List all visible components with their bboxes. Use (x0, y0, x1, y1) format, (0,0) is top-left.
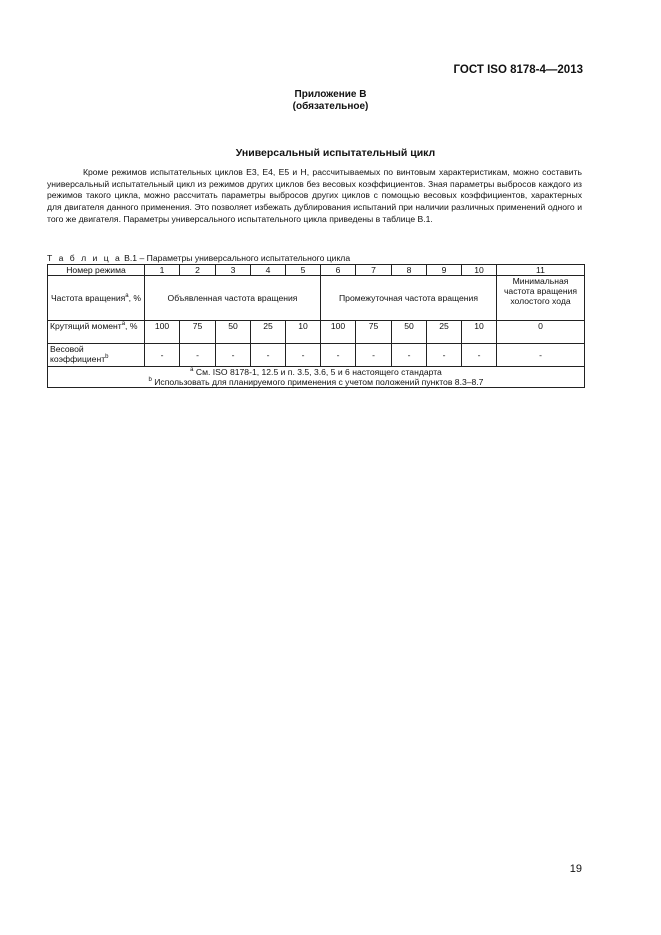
torque-cell: 75 (180, 321, 216, 344)
table-caption (47, 253, 350, 263)
weight-cell: - (356, 344, 392, 367)
table-row (48, 276, 585, 321)
torque-cell: 50 (216, 321, 251, 344)
torque-label-cell (48, 321, 145, 344)
speed-idle-cell: Минимальная частота вращения холостого хода (497, 276, 585, 321)
weight-cell: - (180, 344, 216, 367)
section-title: Универсальный испытательный цикл (235, 147, 436, 159)
mode-cell: 8 (392, 265, 427, 276)
footnote-b (50, 377, 582, 387)
mode-cell: 10 (462, 265, 497, 276)
weight-cell: - (427, 344, 462, 367)
weight-cell: - (497, 344, 585, 367)
appendix-title: Приложение B (294, 89, 367, 100)
torque-label: Крутящий момент (50, 321, 122, 331)
table-notes (48, 367, 585, 388)
appendix-heading (0, 89, 661, 113)
footnote-mark: b (148, 377, 152, 384)
footnote-a (50, 367, 582, 377)
torque-cell: 100 (321, 321, 356, 344)
table-row (48, 265, 585, 276)
footnote-mark: a (125, 293, 129, 300)
weight-cell: - (145, 344, 180, 367)
weight-cell: - (462, 344, 497, 367)
speed-label: Частота вращения (50, 293, 126, 303)
table-row (48, 344, 585, 367)
mode-cell: 11 (497, 265, 585, 276)
speed-intermediate-cell: Промежуточная частота вращения (321, 276, 497, 321)
weight-cell: - (286, 344, 321, 367)
footnote-mark: a (121, 321, 126, 328)
footnote-mark: a (190, 367, 194, 374)
weight-cell: - (321, 344, 356, 367)
mode-cell: 9 (427, 265, 462, 276)
mode-header-cell: Номер режима (48, 265, 145, 276)
table-caption-prefix: Т а б л и ц а (47, 253, 122, 263)
weight-label-cell (48, 344, 145, 367)
torque-cell: 25 (251, 321, 286, 344)
speed-unit: , % (128, 293, 142, 303)
torque-unit: , % (125, 321, 138, 331)
speed-rated-cell: Объявленная частота вращения (145, 276, 321, 321)
torque-cell: 50 (392, 321, 427, 344)
footnote-mark: b (105, 354, 109, 361)
mode-cell: 3 (216, 265, 251, 276)
document-code: ГОСТ ISO 8178-4—2013 (453, 64, 583, 76)
table-caption-text: B.1 – Параметры универсального испытательного цикла (121, 253, 351, 263)
footnote-a-text: См. ISO 8178-1, 12.5 и п. 3.5, 3.6, 5 и 6 настоящего стандарта (193, 367, 442, 377)
torque-cell: 10 (286, 321, 321, 344)
torque-cell: 25 (427, 321, 462, 344)
weight-cell: - (392, 344, 427, 367)
torque-cell: 75 (356, 321, 392, 344)
weight-cell: - (216, 344, 251, 367)
mode-cell: 1 (145, 265, 180, 276)
body-paragraph: Кроме режимов испытательных циклов E3, E4, E5 и H, рассчитываемых по винтовым характеристикам, можно составить универсальный испытательный цикл из режимов других циклов без весовых коэффициентов. Зная параметры выбросов каждого из режимов такого цикла, можно рассчитать параметры выбросов других циклов с помощью весовых коэффициентов, характерных для двигателя данного применения. Это позволяет избежать дублирования испытаний при наличии различных применений одного и того же двигателя. Параметры универсального испытательного цикла приведены в таблице B.1. (47, 167, 582, 224)
footnote-b-text: Использовать для планируемого применения с учетом положений пунктов 8.3–8.7 (151, 377, 484, 387)
torque-cell: 10 (462, 321, 497, 344)
weight-cell: - (251, 344, 286, 367)
page-number: 19 (569, 863, 582, 875)
torque-cell: 100 (145, 321, 180, 344)
table-row (48, 367, 585, 388)
weight-label: Весовой коэффициент (50, 344, 106, 364)
mode-cell: 4 (251, 265, 286, 276)
mode-cell: 2 (180, 265, 216, 276)
speed-label-cell (48, 276, 145, 321)
torque-cell: 0 (497, 321, 585, 344)
appendix-subtitle: (обязательное) (292, 101, 369, 112)
parameters-table (47, 264, 585, 388)
mode-cell: 6 (321, 265, 356, 276)
table-row (48, 321, 585, 344)
mode-cell: 7 (356, 265, 392, 276)
mode-cell: 5 (286, 265, 321, 276)
